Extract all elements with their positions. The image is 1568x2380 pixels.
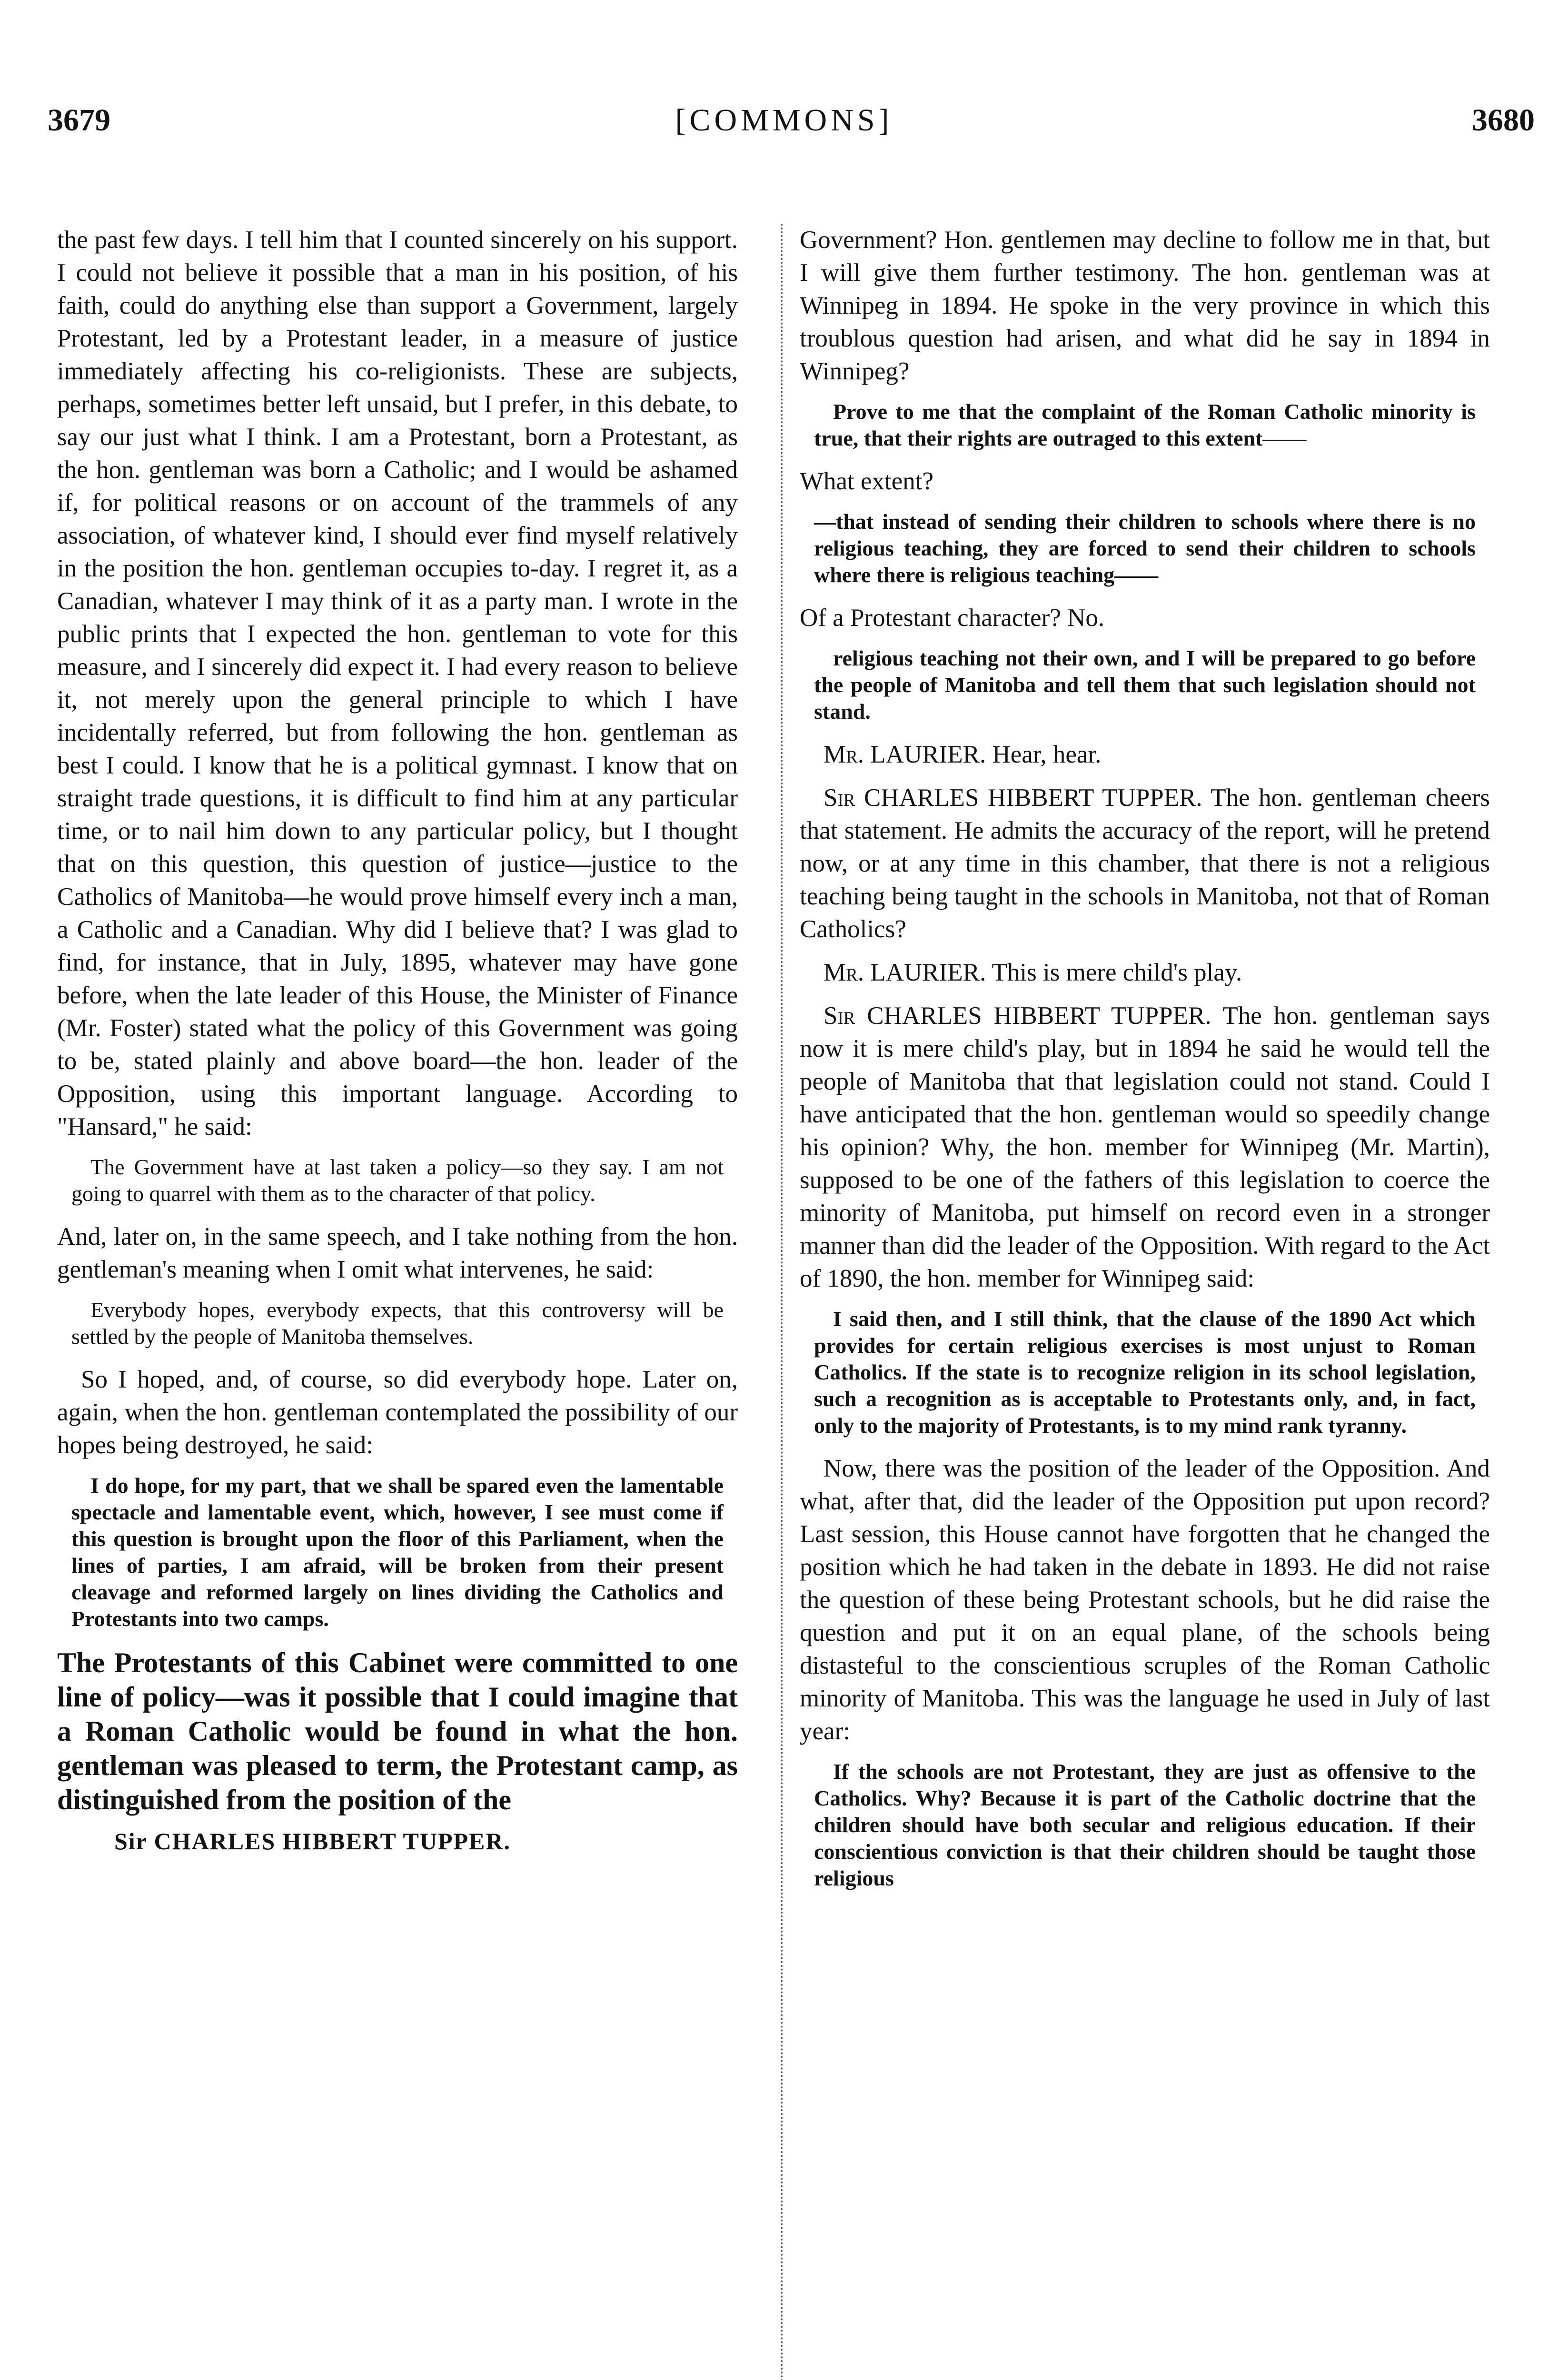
page-number-left: 3679 xyxy=(48,103,110,138)
body-paragraph: Now, there was the position of the leader of the Opposition. And what, after that, did the leader of the Opposition put upon record? Last session, this House cannot have forgotten that he changed the position which he had taken in the debate in 1893. He did not raise the question of these being Protestant schools, but he did raise the question and put it on an equal plane, of the schools being distasteful to the conscientious scruples of the Roman Catholic minority of Manitoba. This was the language he used in July of last year: xyxy=(800,1455,1490,1745)
block-quote: If the schools are not Protestant, they are just as offensive to the Catholics. Why? Because it is part of the Catholic doctrine that the children should have both secular and religious education. If their conscientious conviction is that their children should be taught those religious xyxy=(814,1759,1476,1890)
block-quote: religious teaching not their own, and I will be prepared to go before the people of Manitoba and tell them that such legislation should not stand. xyxy=(814,646,1476,724)
speech-entry xyxy=(800,1000,1490,1295)
body-paragraph: So I hoped, and, of course, so did everybody hope. Later on, again, when the hon. gentleman contemplated the possibility of our hopes being destroyed, he said: xyxy=(57,1366,738,1459)
speech-text: The hon. gentleman says now it is mere child's play, but in 1894 he said he would tell the people of Manitoba that that legislation could not stand. Could I have anticipated that the hon. gentleman would so speedily change his opinion? Why, the hon. member for Winnipeg (Mr. Martin), supposed to be one of the fathers of this legislation to coerce the minority of Manitoba, put himself on record even in a stronger manner than did the leader of the Opposition. With regard to the Act of 1890, the hon. member for Winnipeg said: xyxy=(800,1002,1490,1292)
speech-text: This is mere child's play. xyxy=(986,959,1242,986)
block-quote: The Government have at last taken a policy—so they say. I am not going to quarrel with them as to the character of that policy. xyxy=(71,1155,724,1206)
page-header xyxy=(0,102,1568,145)
block-quote: I do hope, for my part, that we shall be spared even the lamentable spectacle and lamentable event, which, however, I see must come if this question is brought upon the floor of this Parliament, when the lines of parties, I am afraid, will be broken from their present cleavage and reformed largely on lines dividing the Catholics and Protestants into two camps. xyxy=(71,1473,724,1631)
speech-text: The hon. gentleman cheers that statement. He admits the accuracy of the report, will he pretend now, or at any time in this chamber, that there is not a religious teaching being taught in the schools in Manitoba, not that of Roman Catholics? xyxy=(800,784,1490,943)
speech-entry xyxy=(800,956,1490,989)
body-paragraph: the past few days. I tell him that I counted sincerely on his support. I could not believe it possible that a man in his position, of his faith, could do anything else than support a Government, largely Protestant, led by a Protestant leader, in a measure of justice immediately affecting his co-religionists. These are subjects, perhaps, sometimes better left unsaid, but I prefer, in this debate, to say our just what I think. I am a Protestant, born a Protestant, as the hon. gentleman was born a Catholic; and I would be ashamed if, for political reasons or on account of the trammels of any association, of whatever kind, I should ever find myself relatively in the position the hon. gentleman occupies to-day. I regret it, as a Canadian, whatever I may think of it as a party man. I wrote in the public prints that I expected the hon. gentleman to vote for this measure, and I sincerely did expect it. I had every reason to believe it, not merely upon the general principle to which I have incidentally referred, but from following the hon. gentleman as best I could. I know that he is a political gymnast. I know that on straight trade questions, it is difficult to find him at any particular time, or to nail him down to any particular policy, but I thought that on this question, this question of justice—justice to the Catholics of Manitoba—he would prove himself every inch a man, a Catholic and a Canadian. Why did I believe that? I was glad to find, for instance, that in July, 1895, whatever may have gone before, when the late leader of this House, the Minister of Finance (Mr. Foster) stated what the policy of this Government was going to be, stated plainly and above board—the hon. leader of the Opposition, using this important language. According to "Hansard," he said: xyxy=(57,226,738,1140)
block-quote: Everybody hopes, everybody expects, that this controversy will be settled by the people of Manitoba themselves. xyxy=(71,1298,724,1349)
block-quote: Prove to me that the complaint of the Roman Catholic minority is true, that their rights are outraged to this extent—— xyxy=(814,399,1476,450)
speaker-name: Mr. LAURIER. xyxy=(824,959,986,986)
body-paragraph: Of a Protestant character? No. xyxy=(800,604,1105,632)
speech-entry xyxy=(800,738,1490,771)
block-quote: —that instead of sending their children to schools where there is no religious teaching, they are forced to send their children to schools where there is religious teaching—— xyxy=(814,509,1476,587)
speech-text: Hear, hear. xyxy=(986,741,1102,768)
body-paragraph: Government? Hon. gentlemen may decline to follow me in that, but I will give them further testimony. The hon. gentleman was at Winnipeg in 1894. He spoke in the very province in which this troublous question had arisen, and what did he say in 1894 in Winnipeg? xyxy=(800,226,1490,385)
running-title: [COMMONS] xyxy=(675,103,893,138)
body-paragraph: And, later on, in the same speech, and I take nothing from the hon. gentleman's meaning when I omit what intervenes, he said: xyxy=(57,1223,738,1283)
left-column xyxy=(57,224,738,1855)
speech-entry xyxy=(800,782,1490,946)
body-paragraph: What extent? xyxy=(800,467,934,495)
speaker-name: Sir CHARLES HIBBERT TUPPER. xyxy=(824,1002,1211,1030)
speaker-signature: Sir CHARLES HIBBERT TUPPER. xyxy=(114,1828,511,1854)
speaker-name: Mr. LAURIER. xyxy=(824,741,986,768)
page-number-right: 3680 xyxy=(1472,103,1535,138)
right-column xyxy=(800,224,1490,1905)
body-paragraph: The Protestants of this Cabinet were committed to one line of policy—was it possible that I could imagine that a Roman Catholic would be found in what the hon. gentleman was pleased to term, the Protestant camp, as distinguished from the position of the xyxy=(57,1647,738,1815)
speaker-name: Sir CHARLES HIBBERT TUPPER. xyxy=(824,784,1202,812)
block-quote: I said then, and I still think, that the clause of the 1890 Act which provides for certain religious exercises is most unjust to Roman Catholics. If the state is to recognize religion in its school legislation, such a recognition as is acceptable to Protestants only, and, in fact, only to the majority of Protestants, is to my mind rank tyranny. xyxy=(814,1307,1476,1438)
column-divider xyxy=(781,224,783,2380)
